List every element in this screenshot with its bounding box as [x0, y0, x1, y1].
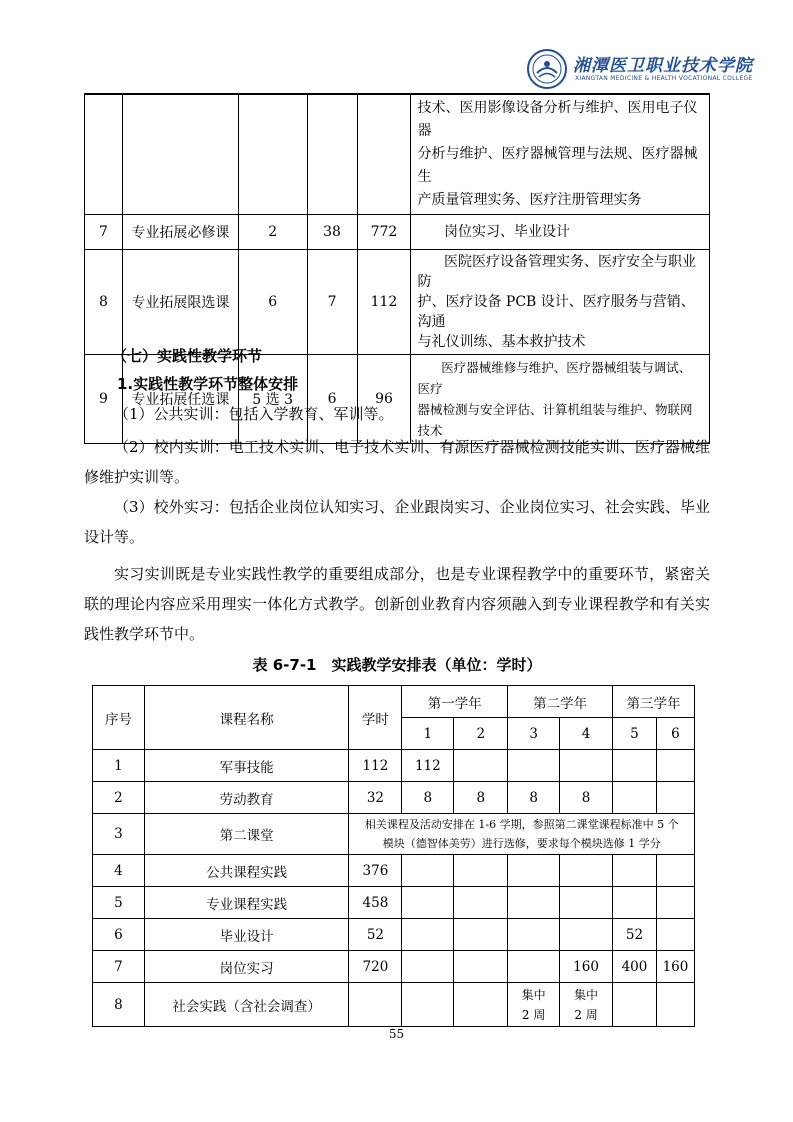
term-cell: 8 — [508, 782, 560, 814]
desc-line: 岗位实习、毕业设计 — [444, 223, 571, 240]
course-name: 专业课程实践 — [144, 887, 349, 919]
course-name: 毕业设计 — [144, 919, 349, 951]
page-number: 55 — [388, 1027, 405, 1041]
term-cell — [402, 887, 454, 919]
college-name-en: XIANGTAN MEDICINE & HEALTH VOCATIONAL COLLEGE — [575, 75, 753, 82]
course-count-cell: 38 — [307, 215, 357, 250]
note-line: 相关课程及活动安排在 1-6 学期，参照第二课堂课程标准中 5 个 — [364, 818, 679, 831]
row-number — [85, 95, 123, 215]
col-header-year2: 第二学年 — [508, 686, 613, 718]
term-cell — [454, 983, 508, 1027]
row-number: 7 — [93, 951, 145, 983]
row-number: 6 — [93, 919, 145, 951]
term-cell: 160 — [560, 951, 613, 983]
hours-cell: 112 — [349, 750, 402, 782]
desc-line: 技术、医用影像设备分析与维护、医用电子仪器 — [417, 100, 698, 139]
col-header-hours: 学时 — [349, 686, 402, 750]
table-caption: 表 6-7-1 实践教学安排表（单位：学时） — [252, 656, 542, 674]
course-name: 公共课程实践 — [144, 855, 349, 887]
term-cell: 112 — [402, 750, 454, 782]
course-count-cell — [307, 95, 357, 215]
term-cell — [402, 983, 454, 1027]
table-row — [93, 750, 695, 782]
section-title: （七）实践性教学环节 — [112, 347, 263, 365]
hours-cell: 720 — [349, 951, 402, 983]
col-header-name: 课程名称 — [144, 686, 349, 750]
term-cell — [656, 855, 694, 887]
hours-cell: 32 — [349, 782, 402, 814]
course-category: 专业拓展任选课 — [122, 355, 238, 444]
hours-cell — [357, 95, 411, 215]
table-row — [93, 951, 695, 983]
course-count-cell: 6 — [307, 355, 357, 444]
desc-line: 医院医疗设备管理实务、医疗安全与职业防 — [417, 254, 697, 290]
course-name: 劳动教育 — [144, 782, 349, 814]
college-emblem-icon — [527, 49, 567, 89]
hours-cell: 458 — [349, 887, 402, 919]
term-cell: 8 — [402, 782, 454, 814]
term-cell — [508, 983, 560, 1027]
term-cell — [508, 887, 560, 919]
course-name: 岗位实习 — [144, 951, 349, 983]
term-header: 3 — [508, 718, 560, 750]
term-cell — [402, 855, 454, 887]
term-cell: 160 — [656, 951, 694, 983]
table-row — [93, 855, 695, 887]
desc-line: 分析与维护、医疗器械管理与法规、医疗器械生 — [417, 146, 698, 185]
college-name: 湘潭医卫职业技术学院 — [573, 56, 753, 76]
hours-cell: 96 — [357, 355, 411, 444]
term-header: 6 — [656, 718, 694, 750]
term-cell — [454, 951, 508, 983]
hours-cell — [349, 983, 402, 1027]
paragraph: （2）校内实训：电工技术实训、电子技术实训、有源医疗器械检测技能实训、医疗器械维修维护实训等。 — [84, 438, 710, 486]
table-row — [85, 95, 710, 215]
table-row — [93, 919, 695, 951]
term-cell — [402, 919, 454, 951]
week-line: 2 周 — [574, 1007, 598, 1022]
paragraph: 实习实训既是专业实践性教学的重要组成部分，也是专业课程教学中的重要环节，紧密关联的理论内容应采用理实一体化方式教学。创新创业教育内容须融入到专业课程教学和有关实践性教学环节中。 — [84, 565, 710, 643]
row-number: 9 — [85, 355, 123, 444]
term-cell — [656, 750, 694, 782]
term-cell — [613, 855, 657, 887]
term-cell — [454, 855, 508, 887]
col-header-year3: 第三学年 — [613, 686, 695, 718]
note-line: 模块（德智体美劳）进行选修，要求每个模块选修 1 学分 — [382, 837, 661, 850]
term-header: 5 — [613, 718, 657, 750]
credits-cell: 6 — [238, 250, 307, 355]
term-cell — [613, 887, 657, 919]
desc-line: 器械检测与安全评估、计算机组装与维护、物联网 — [417, 402, 693, 417]
table-row — [93, 782, 695, 814]
term-cell — [560, 887, 613, 919]
desc-line: 与礼仪训练、基本救护技术 — [417, 334, 586, 350]
term-cell — [560, 919, 613, 951]
week-line: 集中 — [574, 987, 599, 1002]
term-header: 2 — [454, 718, 508, 750]
hours-cell: 112 — [357, 250, 411, 355]
desc-line: 医疗器械维修与维护、医疗器械组装与调试、医疗 — [417, 360, 692, 396]
course-name: 第二课堂 — [144, 814, 349, 855]
term-cell — [560, 855, 613, 887]
term-cell: 8 — [560, 782, 613, 814]
hours-cell: 772 — [357, 215, 411, 250]
term-cell — [613, 983, 657, 1027]
term-cell — [560, 750, 613, 782]
course-description — [411, 215, 710, 250]
col-header-no: 序号 — [93, 686, 145, 750]
row-number: 7 — [85, 215, 123, 250]
term-cell — [560, 983, 613, 1027]
credits-cell: 2 — [238, 215, 307, 250]
term-cell: 52 — [613, 919, 657, 951]
credits-cell — [238, 95, 307, 215]
desc-line: 护、医疗设备 PCB 设计、医疗服务与营销、沟通 — [417, 294, 695, 330]
row-number: 8 — [93, 983, 145, 1027]
course-category: 专业拓展必修课 — [122, 215, 238, 250]
term-cell — [508, 855, 560, 887]
row-number: 3 — [93, 814, 145, 855]
term-header: 1 — [402, 718, 454, 750]
second-classroom-note — [349, 814, 695, 855]
row-number: 5 — [93, 887, 145, 919]
desc-line: 产质量管理实务、医疗注册管理实务 — [417, 192, 642, 208]
term-cell — [613, 750, 657, 782]
course-count-cell: 7 — [307, 250, 357, 355]
row-number: 4 — [93, 855, 145, 887]
term-cell — [454, 750, 508, 782]
table-row — [93, 887, 695, 919]
row-number: 2 — [93, 782, 145, 814]
term-cell — [508, 919, 560, 951]
col-header-year1: 第一学年 — [402, 686, 508, 718]
subsection-title: 1.实践性教学环节整体安排 — [117, 375, 299, 393]
week-line: 2 周 — [521, 1007, 546, 1022]
term-cell — [656, 919, 694, 951]
term-cell — [613, 782, 657, 814]
week-line: 集中 — [521, 987, 546, 1002]
course-description — [411, 250, 710, 355]
table-row — [85, 215, 710, 250]
term-cell — [656, 983, 694, 1027]
hours-cell: 52 — [349, 919, 402, 951]
term-cell — [656, 887, 694, 919]
term-cell — [508, 750, 560, 782]
term-cell: 400 — [613, 951, 657, 983]
table-row — [93, 983, 695, 1027]
term-header: 4 — [560, 718, 613, 750]
header-row — [93, 686, 695, 718]
hours-cell: 376 — [349, 855, 402, 887]
course-description — [411, 95, 710, 215]
course-category — [122, 95, 238, 215]
paragraph: （1）公共实训：包括入学教育、军训等。 — [114, 405, 394, 423]
header-logo — [523, 47, 773, 93]
table-row — [85, 250, 710, 355]
course-name: 军事技能 — [144, 750, 349, 782]
term-cell — [402, 951, 454, 983]
paragraph: （3）校外实习：包括企业岗位认知实习、企业跟岗实习、企业岗位实习、社会实践、毕业设计等。 — [84, 498, 710, 546]
table-row — [93, 814, 695, 855]
row-number: 8 — [85, 250, 123, 355]
term-cell — [656, 782, 694, 814]
term-cell — [454, 887, 508, 919]
desc-line: 技术 — [417, 423, 443, 438]
course-category: 专业拓展限选课 — [122, 250, 238, 355]
term-cell — [508, 951, 560, 983]
term-cell: 8 — [454, 782, 508, 814]
course-name: 社会实践（含社会调查） — [144, 983, 349, 1027]
term-cell — [454, 919, 508, 951]
row-number: 1 — [93, 750, 145, 782]
practice-schedule-table — [92, 685, 695, 1027]
credits-cell: 5 选 3 — [238, 355, 307, 444]
